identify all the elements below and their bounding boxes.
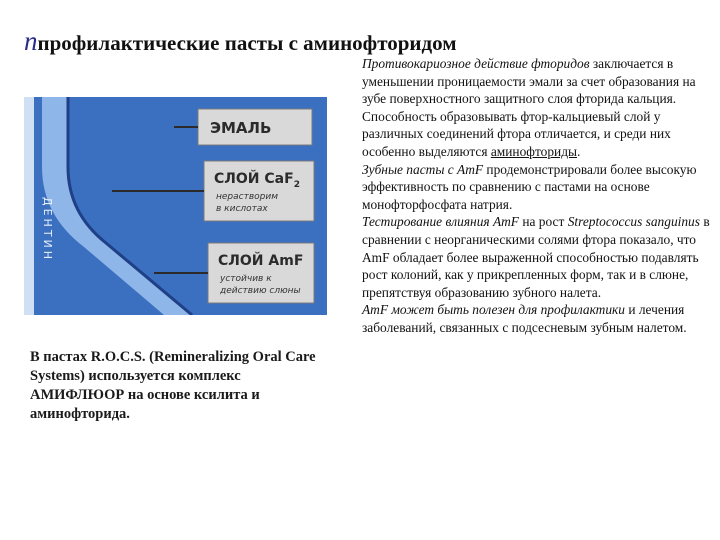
enamel-label: ЭМАЛЬ bbox=[210, 119, 272, 137]
caf2-subscript: 2 bbox=[293, 180, 300, 190]
p1-intro: Противокариозное действие фторидов bbox=[362, 56, 590, 71]
tooth-layers-diagram bbox=[24, 97, 327, 315]
dentin-vertical-label: ДЕНТИН bbox=[41, 197, 54, 263]
description-text bbox=[362, 55, 714, 337]
p4-body: и лечения заболеваний, связанных с подсесневым зубным налетом. bbox=[362, 302, 687, 335]
rocs-paragraph: В пастах R.O.C.S. (Remineralizing Oral Care Systems) используется комплекс АМИФЛЮОР на основе ксилита и аминофторида. bbox=[30, 349, 316, 422]
tooth-layers-figure bbox=[24, 97, 327, 315]
p1-end: . bbox=[577, 143, 581, 159]
amf-label: СЛОЙ AmF bbox=[218, 253, 304, 269]
caf2-label: СЛОЙ CaF bbox=[214, 171, 294, 187]
bacteria-name: Streptococcus sanguinus bbox=[567, 214, 700, 230]
title-bullet: n bbox=[24, 26, 38, 56]
paragraph-fluoride-action bbox=[362, 55, 714, 161]
paragraph-streptococcus-test bbox=[362, 213, 714, 301]
p2-body: продемонстрировали более высокую эффективность по сравнению с пастами на основе монофторфосфата натрия. bbox=[362, 161, 697, 212]
p3-intro: Тестирование влияния AmF bbox=[362, 214, 519, 230]
paragraph-prophylaxis bbox=[362, 301, 714, 336]
slide-title bbox=[24, 26, 457, 57]
caf2-note-line1: нерастворим bbox=[216, 192, 279, 202]
p3-body-1: на рост bbox=[519, 214, 568, 230]
amf-note-line1: устойчив к bbox=[220, 274, 272, 284]
caf2-note-line2: в кислотах bbox=[216, 204, 268, 214]
p4-intro: AmF может быть полезен для профилактики bbox=[362, 302, 625, 318]
p1-body: заключается в уменьшении проницаемости эмали за счет образования на зубе поверхностного защитного слоя фторида кальция. Способность образовывать фтор-кальциевый слой у различных соединений фтора отличается, и среди них особенно выделяются bbox=[362, 56, 696, 159]
amf-note-line2: действию слюны bbox=[220, 286, 301, 296]
title-text: профилактические пасты с аминофторидом bbox=[37, 31, 457, 55]
p3-body-2: в сравнении с неорганическими солями фтора показало, что AmF обладает более выраженной способностью подавлять рост колоний, как у прикрепленных форм, так и в слюне, препятствуя образованию зубного налета. bbox=[362, 214, 710, 300]
paragraph-toothpaste-efficacy bbox=[362, 161, 714, 214]
dentin-edge bbox=[24, 97, 34, 315]
aminofluorides-term: аминофториды bbox=[490, 143, 578, 159]
p2-intro: Зубные пасты с AmF bbox=[362, 161, 484, 177]
